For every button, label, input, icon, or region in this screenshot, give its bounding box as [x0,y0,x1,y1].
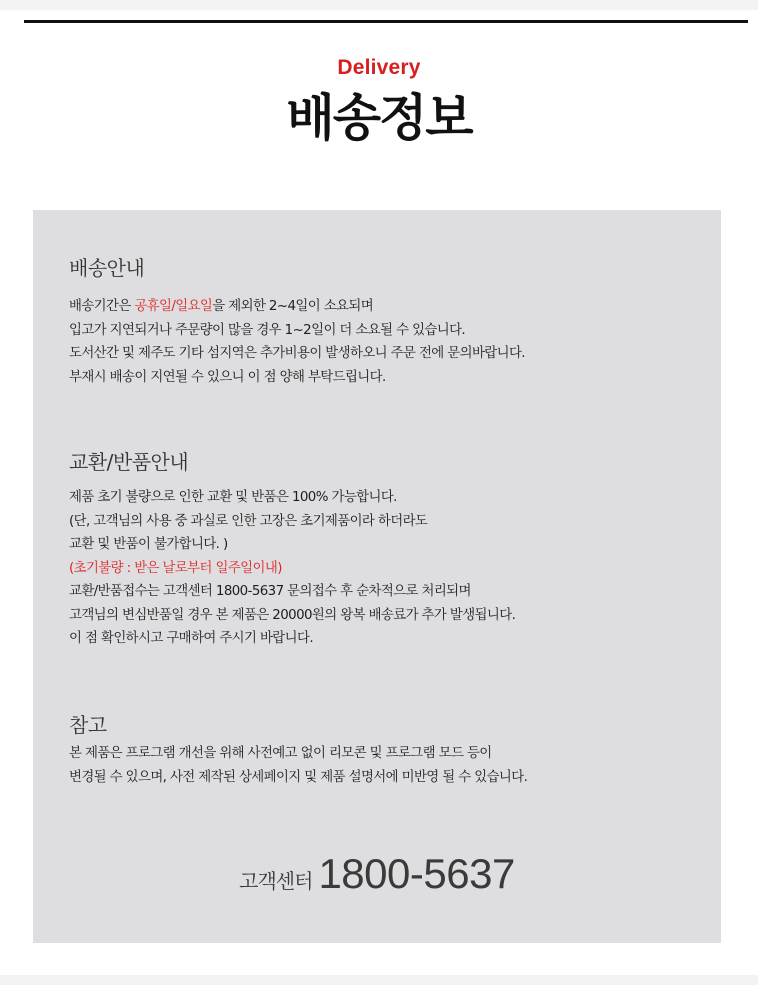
customer-center-label: 고객센터 [239,869,313,893]
customer-center-number[interactable]: 1800-5637 [318,850,515,897]
delivery-line-4: 부재시 배송이 지연될 수 있으니 이 점 양해 부탁드립니다. [69,369,386,385]
note-lines [69,742,709,789]
note-line-2: 변경될 수 있으며, 사전 제작된 상세페이지 및 제품 설명서에 미반영 될 수 있습니다. [69,769,528,785]
exchange-section [69,449,709,651]
section-eyebrow: Delivery [337,56,421,79]
delivery-line-1 [69,295,709,319]
info-panel [33,210,721,943]
delivery-section [69,255,709,389]
page-title: 배송정보 [286,89,472,147]
delivery-line-3: 도서산간 및 제주도 기타 섬지역은 추가비용이 발생하오니 주문 전에 문의바랍니다. [69,346,525,361]
note-section [69,712,709,789]
customer-center [33,850,721,898]
delivery-line-2: 입고가 지연되거나 주문량이 많을 경우 1~2일이 더 소요될 수 있습니다. [69,322,466,338]
exchange-heading: 교환/반품안내 [69,450,189,474]
top-divider [24,20,748,23]
exchange-line-3: 교환 및 반품이 불가합니다. ) [69,537,228,552]
exchange-line-5: 교환/반품접수는 고객센터 1800-5637 문의접수 후 순차적으로 처리되며 [69,584,471,599]
exchange-lines [69,486,709,651]
exchange-line-2: (단, 고객님의 사용 중 과실로 인한 고장은 초기제품이라 하더라도 [69,513,428,529]
delivery-lines [69,295,709,389]
exchange-line-7: 이 점 확인하시고 구매하여 주시기 바랍니다. [69,631,313,646]
holiday-highlight: 공휴일/일요일 [134,299,213,314]
note-heading: 참고 [69,713,107,737]
defect-period-note: (초기불량 : 받은 날로부터 일주일이내) [69,560,282,576]
delivery-heading: 배송안내 [69,256,145,280]
note-line-1: 본 제품은 프로그램 개선을 위해 사전예고 없이 리모콘 및 프로그램 모드 등이 [69,746,492,761]
delivery-line-1-before: 배송기간은 [69,299,135,314]
delivery-line-1-after: 을 제외한 2~4일이 소요되며 [212,299,374,314]
exchange-line-1: 제품 초기 불량으로 인한 교환 및 반품은 100% 가능합니다. [69,490,397,505]
top-strip [0,0,758,10]
bottom-strip [0,975,758,985]
exchange-line-6: 고객님의 변심반품일 경우 본 제품은 20000원의 왕복 배송료가 추가 발생됩니다. [69,607,516,623]
